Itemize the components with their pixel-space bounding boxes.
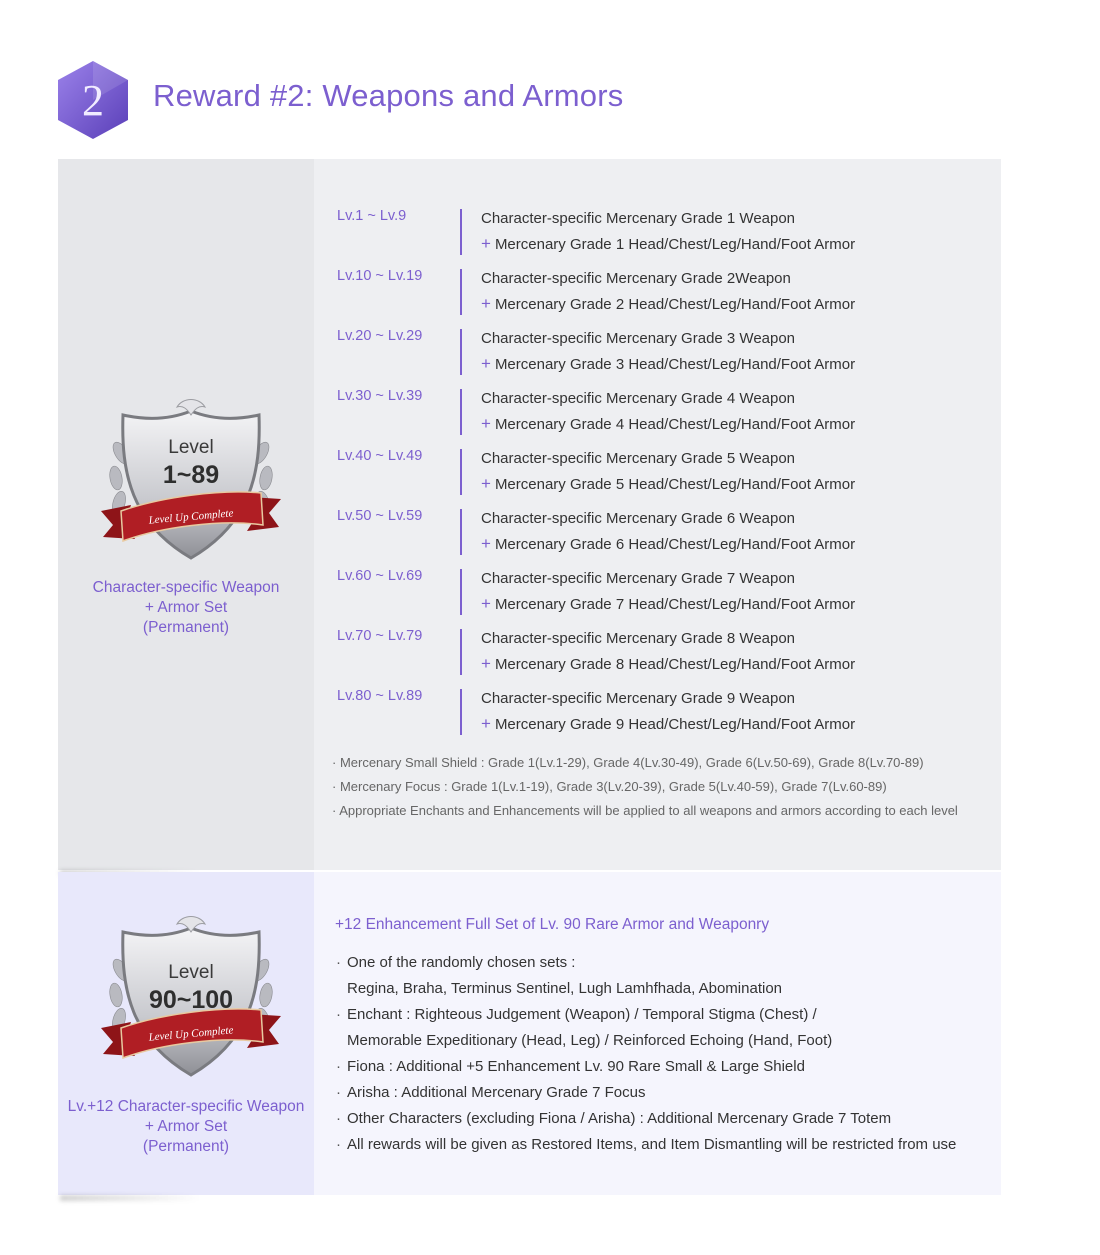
armor-reward bbox=[481, 594, 855, 614]
level-range-label: Lv.80 ~ Lv.89 bbox=[337, 688, 423, 704]
armor-reward-text: Mercenary Grade 2 Head/Chest/Leg/Hand/Foot Armor bbox=[494, 296, 856, 313]
level-reward-row bbox=[337, 627, 957, 677]
bullet-icon: · bbox=[336, 954, 341, 971]
level-reward-row bbox=[337, 687, 957, 737]
row-divider bbox=[460, 449, 462, 495]
armor-reward bbox=[481, 294, 855, 314]
detail-text: Other Characters (excluding Fiona / Arisha) : Additional Mercenary Grade 7 Totem bbox=[347, 1110, 892, 1127]
row-divider bbox=[460, 689, 462, 735]
armor-reward-text: Mercenary Grade 6 Head/Chest/Leg/Hand/Foot Armor bbox=[494, 536, 856, 553]
level-range-label: Lv.40 ~ Lv.49 bbox=[337, 448, 423, 464]
rare-set-detail-line bbox=[336, 980, 782, 997]
badge-ribbon-text: Level Up Complete bbox=[148, 1024, 234, 1044]
reward-panel-level-1-89 bbox=[58, 159, 1001, 870]
badge-level-word: Level bbox=[168, 437, 214, 458]
bullet-icon: · bbox=[336, 1084, 341, 1101]
row-divider bbox=[460, 209, 462, 255]
detail-text: Arisha : Additional Mercenary Grade 7 Focus bbox=[347, 1084, 646, 1101]
rare-set-details bbox=[314, 872, 1001, 1195]
detail-text: Fiona : Additional +5 Enhancement Lv. 90 Rare Small & Large Shield bbox=[347, 1058, 805, 1075]
detail-text: Memorable Expeditionary (Head, Leg) / Reinforced Echoing (Hand, Foot) bbox=[347, 1032, 833, 1049]
level-reward-row bbox=[337, 507, 957, 557]
level-range-label: Lv.70 ~ Lv.79 bbox=[337, 628, 423, 644]
plus-icon: + bbox=[481, 594, 491, 613]
level-range-label: Lv.10 ~ Lv.19 bbox=[337, 268, 423, 284]
page-title: Reward #2: Weapons and Armors bbox=[153, 78, 624, 113]
rare-set-detail-line bbox=[336, 1058, 805, 1075]
plus-icon: + bbox=[481, 654, 491, 673]
badge-level-word: Level bbox=[168, 962, 214, 983]
caption-line: Lv.+12 Character-specific Weapon bbox=[67, 1098, 305, 1115]
bullet-icon: · bbox=[336, 1006, 341, 1023]
row-divider bbox=[460, 329, 462, 375]
armor-reward bbox=[481, 534, 855, 554]
level-range-label: Lv.50 ~ Lv.59 bbox=[337, 508, 423, 524]
reward-caption bbox=[58, 1097, 314, 1157]
weapon-reward: Character-specific Mercenary Grade 6 Weapon bbox=[481, 510, 796, 527]
weapon-reward: Character-specific Mercenary Grade 9 Weapon bbox=[481, 690, 796, 707]
plus-icon: + bbox=[481, 534, 491, 553]
armor-reward-text: Mercenary Grade 8 Head/Chest/Leg/Hand/Foot Armor bbox=[494, 656, 856, 673]
note-enchants: · Appropriate Enchants and Enhancements will be applied to all weapons and armors according to each level bbox=[332, 803, 958, 818]
badge-level-range: 90~100 bbox=[148, 986, 234, 1014]
note-small-shield: · Mercenary Small Shield : Grade 1(Lv.1-29), Grade 4(Lv.30-49), Grade 6(Lv.50-69), Grade 8(Lv.70-89) bbox=[332, 755, 924, 770]
bullet-icon: · bbox=[336, 1058, 341, 1075]
weapon-reward: Character-specific Mercenary Grade 7 Weapon bbox=[481, 570, 796, 587]
caption-line: + Armor Set bbox=[144, 1118, 228, 1135]
caption-line: Character-specific Weapon bbox=[92, 579, 280, 596]
rare-set-heading: +12 Enhancement Full Set of Lv. 90 Rare Armor and Weaponry bbox=[335, 916, 770, 933]
panel-shadow bbox=[60, 1195, 200, 1201]
level-reward-row bbox=[337, 567, 957, 617]
armor-reward-text: Mercenary Grade 1 Head/Chest/Leg/Hand/Foot Armor bbox=[494, 236, 856, 253]
row-divider bbox=[460, 389, 462, 435]
detail-text: One of the randomly chosen sets : bbox=[347, 954, 576, 971]
section-number-hexagon bbox=[58, 61, 128, 139]
level-range-label: Lv.60 ~ Lv.69 bbox=[337, 568, 423, 584]
badge-level-range: 1~89 bbox=[162, 461, 220, 489]
weapon-reward: Character-specific Mercenary Grade 2Weapon bbox=[481, 270, 791, 287]
level-range-label: Lv.20 ~ Lv.29 bbox=[337, 328, 423, 344]
level-reward-row bbox=[337, 207, 957, 257]
rare-set-detail-line bbox=[336, 1136, 956, 1153]
level-reward-row bbox=[337, 387, 957, 437]
rare-set-detail-line bbox=[336, 1110, 891, 1127]
badge-column bbox=[58, 159, 314, 870]
armor-reward bbox=[481, 414, 855, 434]
bullet-icon: · bbox=[336, 1110, 341, 1127]
armor-reward bbox=[481, 654, 855, 674]
rare-set-detail-line bbox=[336, 1006, 817, 1023]
badge-ribbon-text: Level Up Complete bbox=[148, 507, 234, 527]
row-divider bbox=[460, 569, 462, 615]
armor-reward bbox=[481, 474, 855, 494]
caption-line: + Armor Set bbox=[144, 599, 228, 616]
detail-text: All rewards will be given as Restored Items, and Item Dismantling will be restricted from use bbox=[347, 1136, 957, 1153]
caption-line: (Permanent) bbox=[142, 1138, 230, 1155]
plus-icon: + bbox=[481, 294, 491, 313]
reward-panel-level-90-100 bbox=[58, 872, 1001, 1195]
row-divider bbox=[460, 509, 462, 555]
detail-text: Enchant : Righteous Judgement (Weapon) / Temporal Stigma (Chest) / bbox=[347, 1006, 817, 1023]
armor-reward bbox=[481, 354, 855, 374]
rare-set-detail-line bbox=[336, 1084, 645, 1101]
armor-reward bbox=[481, 714, 855, 734]
plus-icon: + bbox=[481, 414, 491, 433]
weapon-reward: Character-specific Mercenary Grade 8 Weapon bbox=[481, 630, 796, 647]
armor-reward-text: Mercenary Grade 3 Head/Chest/Leg/Hand/Foot Armor bbox=[494, 356, 856, 373]
row-divider bbox=[460, 269, 462, 315]
rare-set-detail-line bbox=[336, 1032, 832, 1049]
level-reward-row bbox=[337, 327, 957, 377]
level-range-label: Lv.1 ~ Lv.9 bbox=[337, 208, 407, 224]
armor-reward-text: Mercenary Grade 7 Head/Chest/Leg/Hand/Foot Armor bbox=[494, 596, 856, 613]
caption-line: (Permanent) bbox=[142, 619, 230, 636]
badge-column bbox=[58, 872, 314, 1195]
section-number: 2 bbox=[82, 75, 104, 125]
level-reward-row bbox=[337, 447, 957, 497]
detail-text: Regina, Braha, Terminus Sentinel, Lugh Lamhfhada, Abomination bbox=[347, 980, 783, 997]
bullet-icon: · bbox=[336, 1136, 341, 1153]
note-focus: · Mercenary Focus : Grade 1(Lv.1-19), Grade 3(Lv.20-39), Grade 5(Lv.40-59), Grade 7(Lv.60-89) bbox=[332, 779, 887, 794]
weapon-reward: Character-specific Mercenary Grade 4 Weapon bbox=[481, 390, 796, 407]
weapon-reward: Character-specific Mercenary Grade 3 Weapon bbox=[481, 330, 796, 347]
plus-icon: + bbox=[481, 474, 491, 493]
weapon-reward: Character-specific Mercenary Grade 1 Weapon bbox=[481, 210, 796, 227]
plus-icon: + bbox=[481, 354, 491, 373]
armor-reward-text: Mercenary Grade 4 Head/Chest/Leg/Hand/Foot Armor bbox=[494, 416, 856, 433]
armor-reward bbox=[481, 234, 855, 254]
rare-set-detail-line bbox=[336, 954, 575, 971]
plus-icon: + bbox=[481, 234, 491, 253]
reward-caption bbox=[58, 578, 314, 638]
row-divider bbox=[460, 629, 462, 675]
level-reward-row bbox=[337, 267, 957, 317]
level-reward-list bbox=[314, 159, 1001, 870]
level-badge bbox=[91, 393, 291, 573]
armor-reward-text: Mercenary Grade 9 Head/Chest/Leg/Hand/Foot Armor bbox=[494, 716, 856, 733]
plus-icon: + bbox=[481, 714, 491, 733]
armor-reward-text: Mercenary Grade 5 Head/Chest/Leg/Hand/Foot Armor bbox=[494, 476, 856, 493]
level-badge bbox=[91, 910, 291, 1090]
level-range-label: Lv.30 ~ Lv.39 bbox=[337, 388, 423, 404]
weapon-reward: Character-specific Mercenary Grade 5 Weapon bbox=[481, 450, 796, 467]
